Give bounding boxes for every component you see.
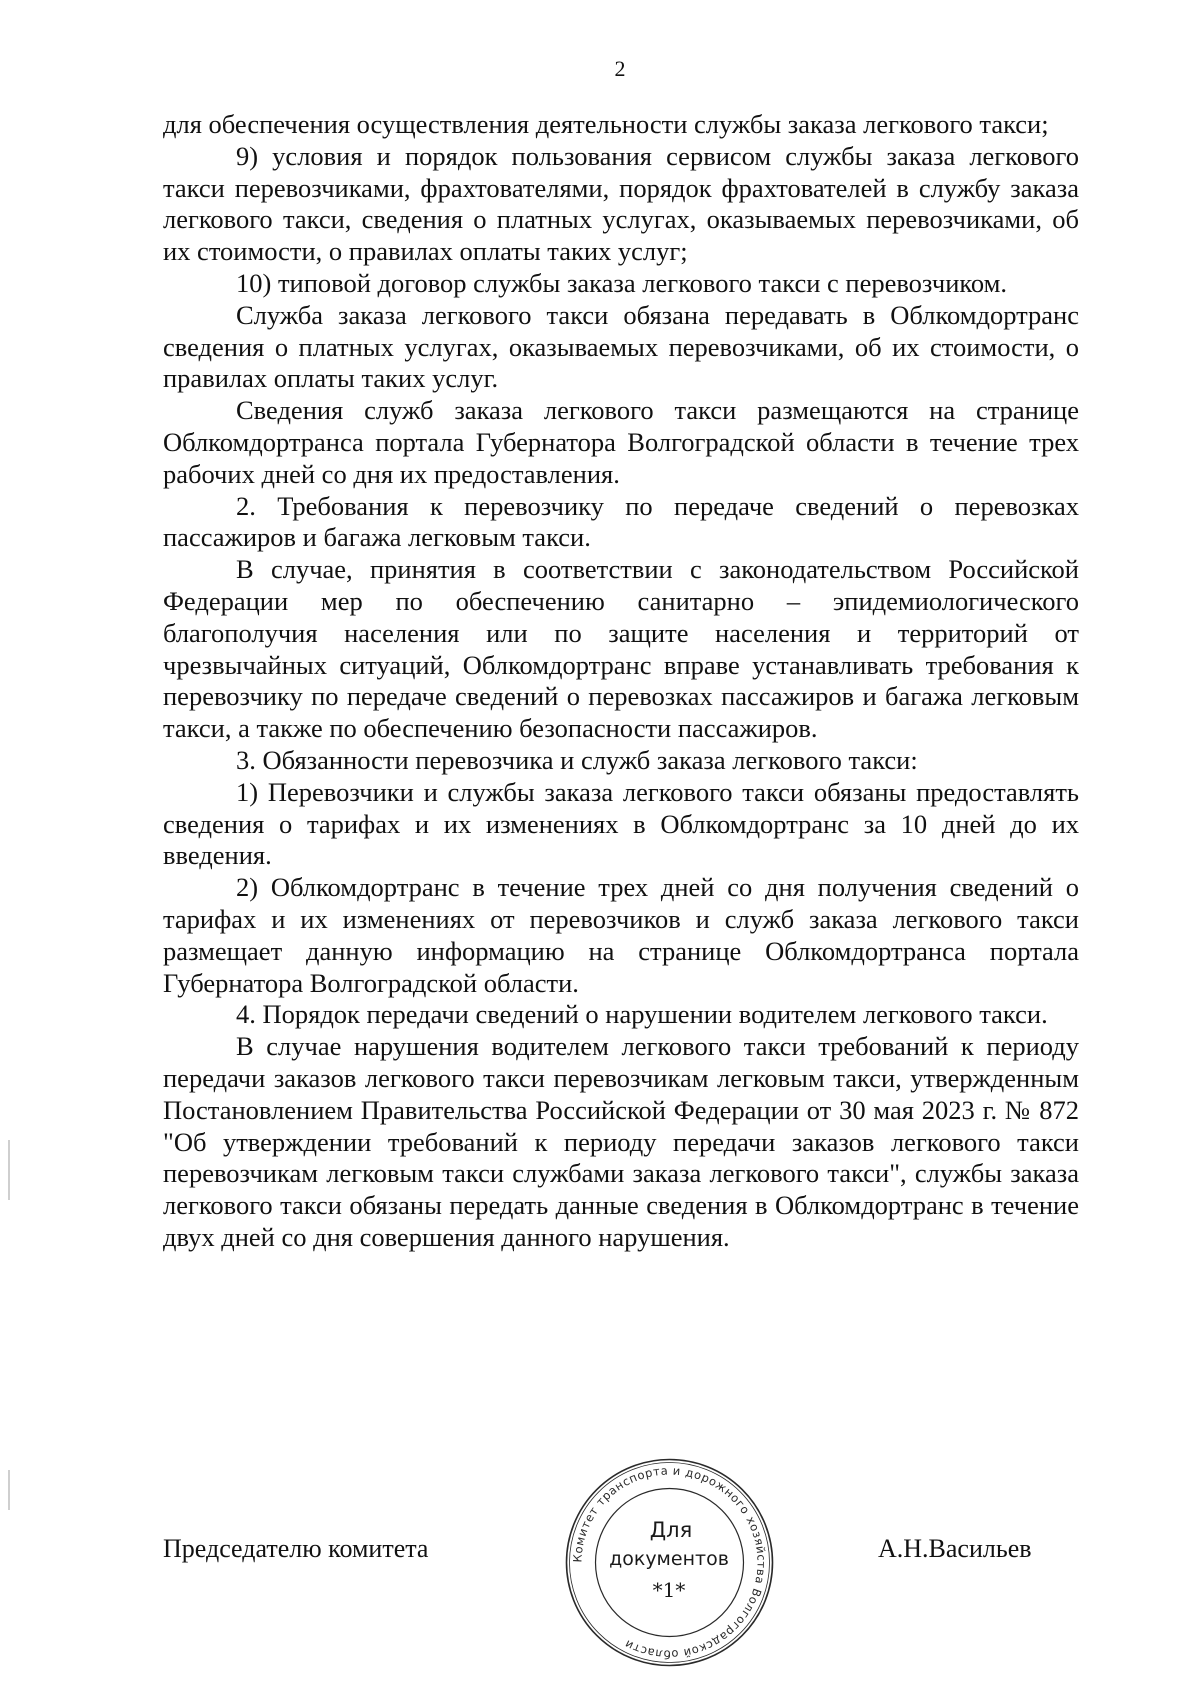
- paragraph: 4. Порядок передачи сведений о нарушении водителем легкового такси.: [236, 999, 1048, 1030]
- seal-ring-text: Комитет транспорта и дорожного хозяйства Волгоградской области: [570, 1463, 769, 1662]
- paragraph: В случае, принятия в соответствии с законодательством Российской Федерации мер по обеспечению санитарно – эпидемиологического благополучия населения или по защите населения и территорий от чрезвычайных ситуаций, Облкомдортранс вправе устанавливать требования к перевозчику по передаче сведений о перевозках пассажиров и багажа легковым такси, а также по обеспечению безопасности пассажиров.: [163, 554, 1079, 744]
- scan-edge-mark: [8, 1470, 10, 1510]
- paragraph: 9) условия и порядок пользования сервисом службы заказа легкового такси перевозчиками, фрахтователями, порядок фрахтователей в службу заказа легкового такси, сведения о платных услугах, оказываемых перевозчиками, об их стоимости, о правилах оплаты таких услуг;: [163, 140, 1079, 267]
- page-number: 2: [614, 56, 626, 81]
- paragraph: Сведения служб заказа легкового такси размещаются на странице Облкомдортранса портала Губернатора Волгоградской области в течение трех рабочих дней со дня их предоставления.: [163, 395, 1079, 489]
- paragraph: 3. Обязанности перевозчика и служб заказа легкового такси:: [236, 744, 918, 775]
- seal-center-line2: документов: [609, 1548, 729, 1570]
- paragraph: 2) Облкомдортранс в течение трех дней со дня получения сведений о тарифах и их изменениях от перевозчиков и служб заказа легкового такси размещает данную информацию на странице Облкомдортранса портала Губернатора Волгоградской области.: [163, 872, 1079, 998]
- paragraph: Служба заказа легкового такси обязана передавать в Облкомдортранс сведения о платных услугах, оказываемых перевозчиками, об их стоимости, о правилах оплаты таких услуг.: [163, 299, 1079, 394]
- signature-title: Председателю комитета: [163, 1534, 429, 1563]
- paragraph: для обеспечения осуществления деятельности службы заказа легкового такси;: [163, 109, 1049, 139]
- seal-center-line1: Для: [649, 1518, 693, 1542]
- seal-stamp: [562, 1455, 777, 1670]
- paragraph: 10) типовой договор службы заказа легкового такси с перевозчиком.: [236, 267, 1008, 298]
- document-body: [163, 109, 1079, 1254]
- scan-edge-mark: [8, 1140, 10, 1200]
- paragraph: В случае нарушения водителем легкового такси требований к периоду передачи заказов легкового такси перевозчикам легковым такси, утвержденным Постановлением Правительства Российской Федерации от 30 мая 2023 г. № 872 "Об утверждении требований к периоду передачи заказов легкового такси перевозчикам легковым такси службами заказа легкового такси", службы заказа легкового такси обязаны передать данные сведения в Облкомдортранс в течение двух дней со дня совершения данного нарушения.: [163, 1031, 1079, 1252]
- paragraph: 2. Требования к перевозчику по передаче сведений о перевозках пассажиров и багажа легковым такси.: [163, 490, 1079, 553]
- seal-center-number: *1*: [652, 1578, 686, 1602]
- signatory-name: А.Н.Васильев: [878, 1534, 1032, 1563]
- paragraph: 1) Перевозчики и службы заказа легкового такси обязаны предоставлять сведения о тарифах и их изменениях в Облкомдортранс за 10 дней до их введения.: [163, 776, 1079, 871]
